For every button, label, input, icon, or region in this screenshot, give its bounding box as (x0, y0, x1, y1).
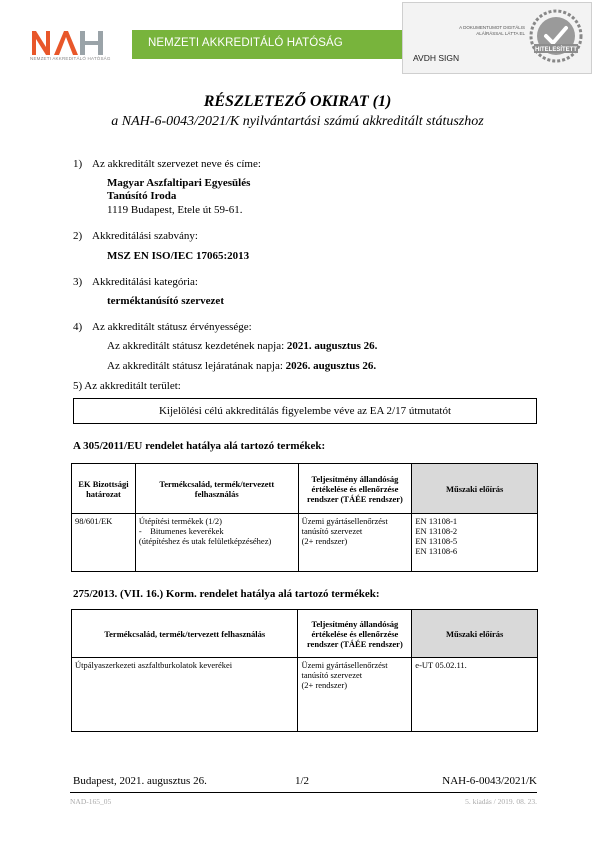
section-1-num: 1) (73, 158, 83, 170)
spec-item: EN 13108-5 (415, 536, 458, 546)
section-1-label: Az akkreditált szervezet neve és címe: (92, 158, 261, 170)
logo-subtitle: NEMZETI AKKREDITÁLÓ HATÓSÁG (30, 56, 111, 61)
signature-label: AVDH SIGN (413, 53, 460, 63)
validity-start-label: Az akkreditált státusz kezdetének napja: (107, 340, 287, 352)
validity-end-label: Az akkreditált státusz lejáratának napja: (107, 360, 286, 372)
standard-value: MSZ EN ISO/IEC 17065:2013 (107, 250, 250, 262)
section-5-label: 5) Az akkreditált terület: (73, 380, 181, 392)
footer-form-code: NAD-165_05 (70, 797, 112, 806)
document-title: RÉSZLETEZŐ OKIRAT (1) (203, 93, 392, 110)
table1-header-taee: Teljesítmény állandóság értékelése és ellenőrzése rendszer (TÁÉE rendszer) (298, 464, 412, 514)
taee-line-2: (2+ rendszer) (301, 536, 348, 546)
table2-cell-taee (298, 658, 412, 732)
seal-icon (528, 8, 584, 64)
footer-divider (70, 792, 537, 793)
taee-line-1: Üzemi gyártásellenőrzést tanúsító szervezet (301, 660, 388, 680)
table2-cell-product: Útpályaszerkezeti aszfaltburkolatok keverékei (72, 658, 298, 732)
table-row (72, 514, 538, 572)
footer-edition: 5. kiadás / 2019. 08. 23. (465, 797, 537, 806)
validity-end-line (107, 360, 376, 373)
org-name-2: Tanúsító Iroda (107, 190, 177, 202)
validity-start-date: 2021. augusztus 26. (286, 340, 378, 352)
table2-cell-spec: e-UT 05.02.11. (412, 658, 538, 732)
banner-text: NEMZETI AKKREDITÁLÓ HATÓSÁG (148, 37, 343, 49)
footer-page-number: 1/2 (295, 775, 310, 787)
spec-item: EN 13108-1 (415, 516, 458, 526)
product-line-2: - Bitumenes keverékek (138, 526, 224, 536)
signature-note: A DOKUMENTUMOT DIGITÁLIS ALÁÍRÁSSAL LÁTTA EL (459, 25, 525, 36)
table2-heading: 275/2013. (VII. 16.) Korm. rendelet hatálya alá tartozó termékek: (73, 588, 380, 600)
taee-line-2: (2+ rendszer) (301, 680, 348, 690)
table1-cell-product (135, 514, 298, 572)
table-275-2013 (71, 609, 538, 732)
table1-cell-ek: 98/601/EK (72, 514, 136, 572)
section-2-num: 2) (73, 230, 83, 242)
scope-box: Kijelölési célú akkreditálás figyelembe véve az EA 2/17 útmutatót (73, 398, 537, 424)
table1-cell-spec (412, 514, 538, 572)
category-value: terméktanúsító szervezet (107, 295, 224, 307)
taee-line-1: Üzemi gyártásellenőrzést tanúsító szervezet (301, 516, 388, 536)
table1-header-ek: EK Bizottsági határozat (72, 464, 136, 514)
product-line-1: Útépítési termékek (1/2) (138, 516, 222, 526)
validity-start-line (107, 340, 377, 353)
spec-item: EN 13108-2 (415, 526, 458, 536)
section-3-num: 3) (73, 276, 83, 288)
table1-cell-taee (298, 514, 412, 572)
section-3-label: Akkreditálási kategória: (92, 276, 198, 288)
nah-logo (30, 27, 110, 57)
table-305-2011 (71, 463, 538, 572)
table2-header-spec: Műszaki előírás (412, 610, 538, 658)
table1-header-spec: Műszaki előírás (412, 464, 538, 514)
table-row (72, 658, 538, 732)
section-2-label: Akkreditálási szabvány: (92, 230, 198, 242)
validity-end-date: 2026. augusztus 26. (285, 360, 377, 372)
section-4-num: 4) (73, 321, 83, 333)
table2-header-taee: Teljesítmény állandóság értékelése és ellenőrzése rendszer (TÁÉE rendszer) (298, 610, 412, 658)
product-line-3: (útépítéshez és utak felületképzéséhez) (138, 536, 272, 546)
org-address: 1119 Budapest, Etele út 59-61. (107, 204, 243, 216)
svg-text:HITELESÍTETT: HITELESÍTETT (535, 47, 577, 53)
table1-heading: A 305/2011/EU rendelet hatálya alá tartozó termékek: (73, 440, 326, 452)
section-4-label: Az akkreditált státusz érvényessége: (92, 321, 252, 333)
footer-place-date: Budapest, 2021. augusztus 26. (73, 775, 207, 787)
table2-header-product: Termékcsalád, termék/tervezett felhasználás (72, 610, 298, 658)
spec-item: EN 13108-6 (415, 546, 458, 556)
table1-header-product: Termékcsalád, termék/tervezett felhasználás (135, 464, 298, 514)
org-name-1: Magyar Aszfaltipari Egyesülés (107, 177, 251, 189)
footer-reference: NAH-6-0043/2021/K (442, 775, 537, 787)
document-subtitle: a NAH-6-0043/2021/K nyilvántartási számú akkreditált státuszhoz (111, 114, 484, 129)
